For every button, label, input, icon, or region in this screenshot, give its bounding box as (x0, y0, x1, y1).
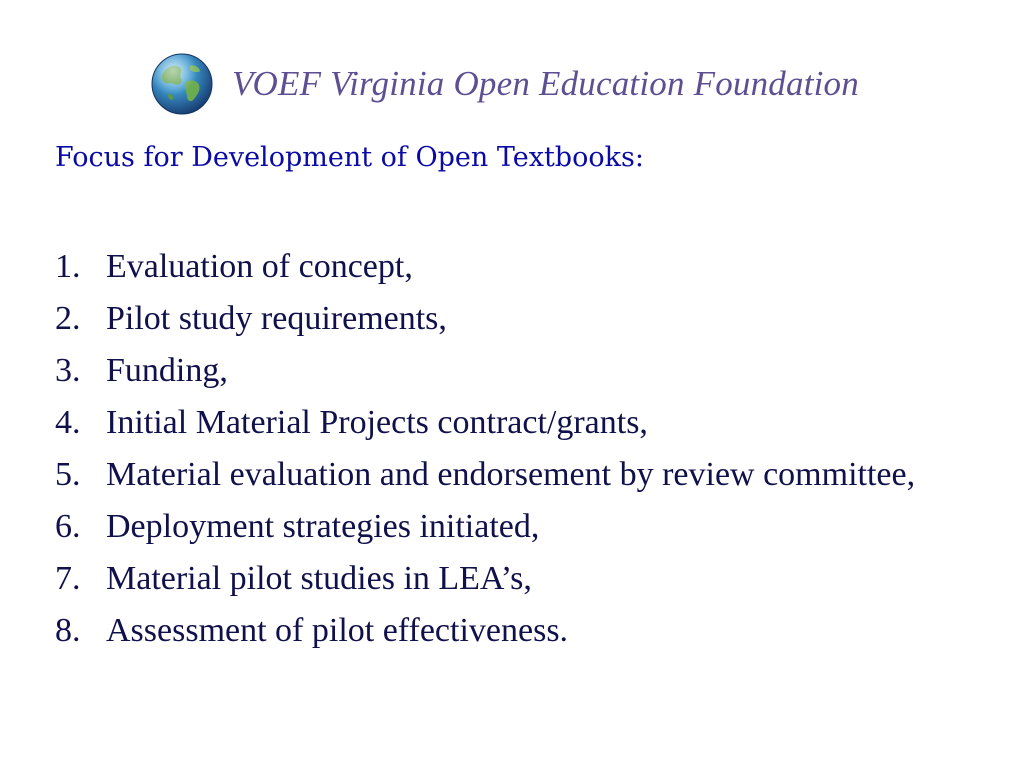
list-item-text: Material pilot studies in LEA’s, (106, 560, 532, 597)
list-item (55, 301, 985, 337)
list-item (55, 249, 985, 285)
list-item-number: 7. (55, 560, 81, 597)
slide-heading: Focus for Development of Open Textbooks: (55, 142, 644, 173)
list-item-number: 5. (55, 456, 81, 493)
globe-icon (150, 52, 214, 116)
list-item-number: 1. (55, 248, 81, 285)
list-item-text: Initial Material Projects contract/grants, (106, 404, 648, 441)
list-item (55, 405, 985, 441)
list-item-text: Assessment of pilot effectiveness. (106, 612, 569, 649)
list-item-number: 8. (55, 612, 81, 649)
logo-header (150, 50, 890, 122)
list-item-number: 4. (55, 404, 81, 441)
list-item-text: Evaluation of concept, (106, 248, 413, 285)
organization-name: VOEF Virginia Open Education Foundation (232, 64, 859, 103)
list-item-number: 6. (55, 508, 81, 545)
list-item (55, 613, 985, 649)
list-item (55, 457, 985, 493)
focus-list (55, 249, 985, 665)
list-item (55, 561, 985, 597)
list-item-text: Pilot study requirements, (106, 300, 447, 337)
list-item-number: 2. (55, 300, 81, 337)
list-item-text: Material evaluation and endorsement by review committee, (106, 456, 916, 493)
list-item-number: 3. (55, 352, 81, 389)
list-item-text: Funding, (106, 352, 228, 389)
list-item (55, 353, 985, 389)
list-item-text: Deployment strategies initiated, (106, 508, 540, 545)
list-item (55, 509, 985, 545)
